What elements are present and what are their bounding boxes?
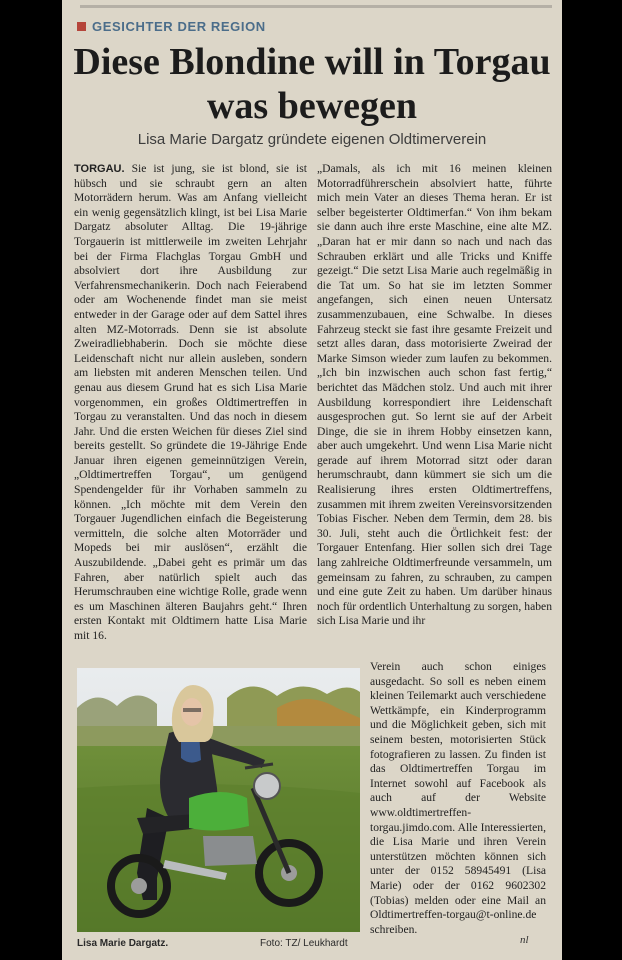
dateline: TORGAU. [74,163,125,175]
subtitle: Lisa Marie Dargatz gründete eigenen Oldtimerverein [137,131,487,148]
article-column-right-narrow [370,660,546,942]
article-text-right-narrow: Verein auch schon einiges ausgedacht. So soll es neben einem kleinen Teilemarkt auch verschiedene Wettkämpfe, ein Kinderprogramm und die Möglichkeit geben, sich mit seinem besten, motorisierten Stück fotografieren zu lassen. Zu finden ist das Oldtimertreffen Torgau im Internet sowohl auf Facebook als auch auf der Website www.oldtimertreffen-torgau.jimdo.com. Alle Interessierten, die Lisa Marie und ihren Verein unterstützen möchten können sich unter der 0152 58945491 (Lisa Marie) oder der 0162 9602302 (Tobias) melden oder eine Mail an Oldtimertreffen-torgau@t-online.de schreiben. [370,660,546,936]
top-rule [80,5,552,8]
photo-caption: Lisa Marie Dargatz. [77,938,169,949]
headline: Diese Blondine will in Torgau was bewegen [73,41,551,127]
motorcycle-photo-image [77,668,360,932]
author-signature: nl [520,934,529,946]
section-label-text: GESICHTER DER REGION [92,19,266,34]
newspaper-page [62,0,562,960]
section-marker-icon [77,22,86,31]
article-photo [77,668,360,932]
article-column-left [74,162,307,662]
article-column-right [317,162,552,657]
photo-credit: Foto: TZ/ Leukhardt [260,938,348,949]
section-label [77,19,266,34]
article-text-right: „Damals, als ich mit 16 meinen kleinen Motorradführerschein absolviert hatte, führte mich mein Vater an dieses Thema heran. Er ist selber begeisterter Oldtimerfan.“ Von ihm bekam sie dann auch ihre erste Maschine, eine alte MZ. „Daran hat er mir dann so nach und nach das Schrauben erklärt und alle Tricks und Kniffe gezeigt.“ Die setzt Lisa Marie auch regelmäßig in die Tat um. So hat sie im letzten Sommer angefangen, sich einen neuen Untersatz zusammenzubauen, eine Schwalbe. In dieses Fahrzeug steckt sie fast ihre gesamte Freizeit und setzt alles daran, dass motorisierte Zweirad der Marke Simson wieder zum laufen zu bekommen. „Ich bin inzwischen auch schon fast fertig,“ berichtet das Mädchen stolz. Und auch mit ihrer Ausbildung korrespondiert ihre Leidenschaft ausgesprochen gut. So lernt sie auf der Arbeit Dinge, die sie in ihrem Hobby einsetzen kann, aber auch umgekehrt. Und wenn Lisa Marie nicht gerade auf ihrem Motorrad sitzt oder daran herumschraubt, dann kümmert sie sich um die Realisierung ihres ersten Oldtimertreffens, zusammen mit ihrem zweiten Vereinsvorsitzenden Tobias Fischer. Neben dem Termin, dem 28. bis 30. Juli, steht auch die Örtlichkeit fest: der Torgauer Entenfang. Hier sollen sich drei Tage lang zahlreiche Oldtimerfreunde versammeln, um gemeinsam zu fahren, zu schrauben, zu campen und eine gute Zeit zu haben. Um darüber hinaus noch für ordentlich Unterhaltung zu sorgen, haben sich Lisa Marie und ihr [317,162,552,628]
article-text-left: Sie ist jung, sie ist blond, sie ist hübsch und sie schraubt gern an alten Motorrädern herum. Was am Anfang vielleicht ein wenig gegensätzlich klingt, ist bei Lisa Marie Dargatz absoluter Alltag. Die 19-jährige Torgauerin ist mittlerweile im zweiten Lehrjahr bei der Firma Flachglas Torgau GmbH und absolviert dort ihre Ausbildung zur Verfahrensmechanikerin. Doch nach Feierabend oder am Wochenende findet man sie meist entweder in der Garage oder auf dem Sattel ihres alten MZ-Motorrads. Denn sie ist absolute Zweiradliebhaberin. Doch sie möchte diese Leidenschaft nicht nur allein ausleben, sondern am liebsten mit anderen Menschen teilen. Und genau aus diesem Grund hat es sich Lisa Marie vorgenommen, ein großes Oldtimertreffen in Torgau zu veranstalten. Und das noch in diesem Jahr. Und die ersten Weichen für dieses Ziel sind bereits gestellt. So gründete die 19-Jährige Ende Januar ihren eigenen gemeinnützigen Verein, „Oldtimertreffen Torgau“, um genügend Spendengelder für ihr Vorhaben sammeln zu können. „Ich möchte mit dem Verein den Torgauer Jugendlichen einfach die Begeisterung vermitteln, die solche alten Motorräder und Mopeds bei mir auslösen“, erzählt die Auszubildende. „Dabei geht es primär um das Fahren, aber natürlich spielt auch das Herumschrauben eine wichtige Rolle, grade wenn es um Maschinen älteren Baujahrs geht.“ Ihren ersten Kontakt mit Oldtimern hatte Lisa Marie mit 16. [74,162,307,642]
